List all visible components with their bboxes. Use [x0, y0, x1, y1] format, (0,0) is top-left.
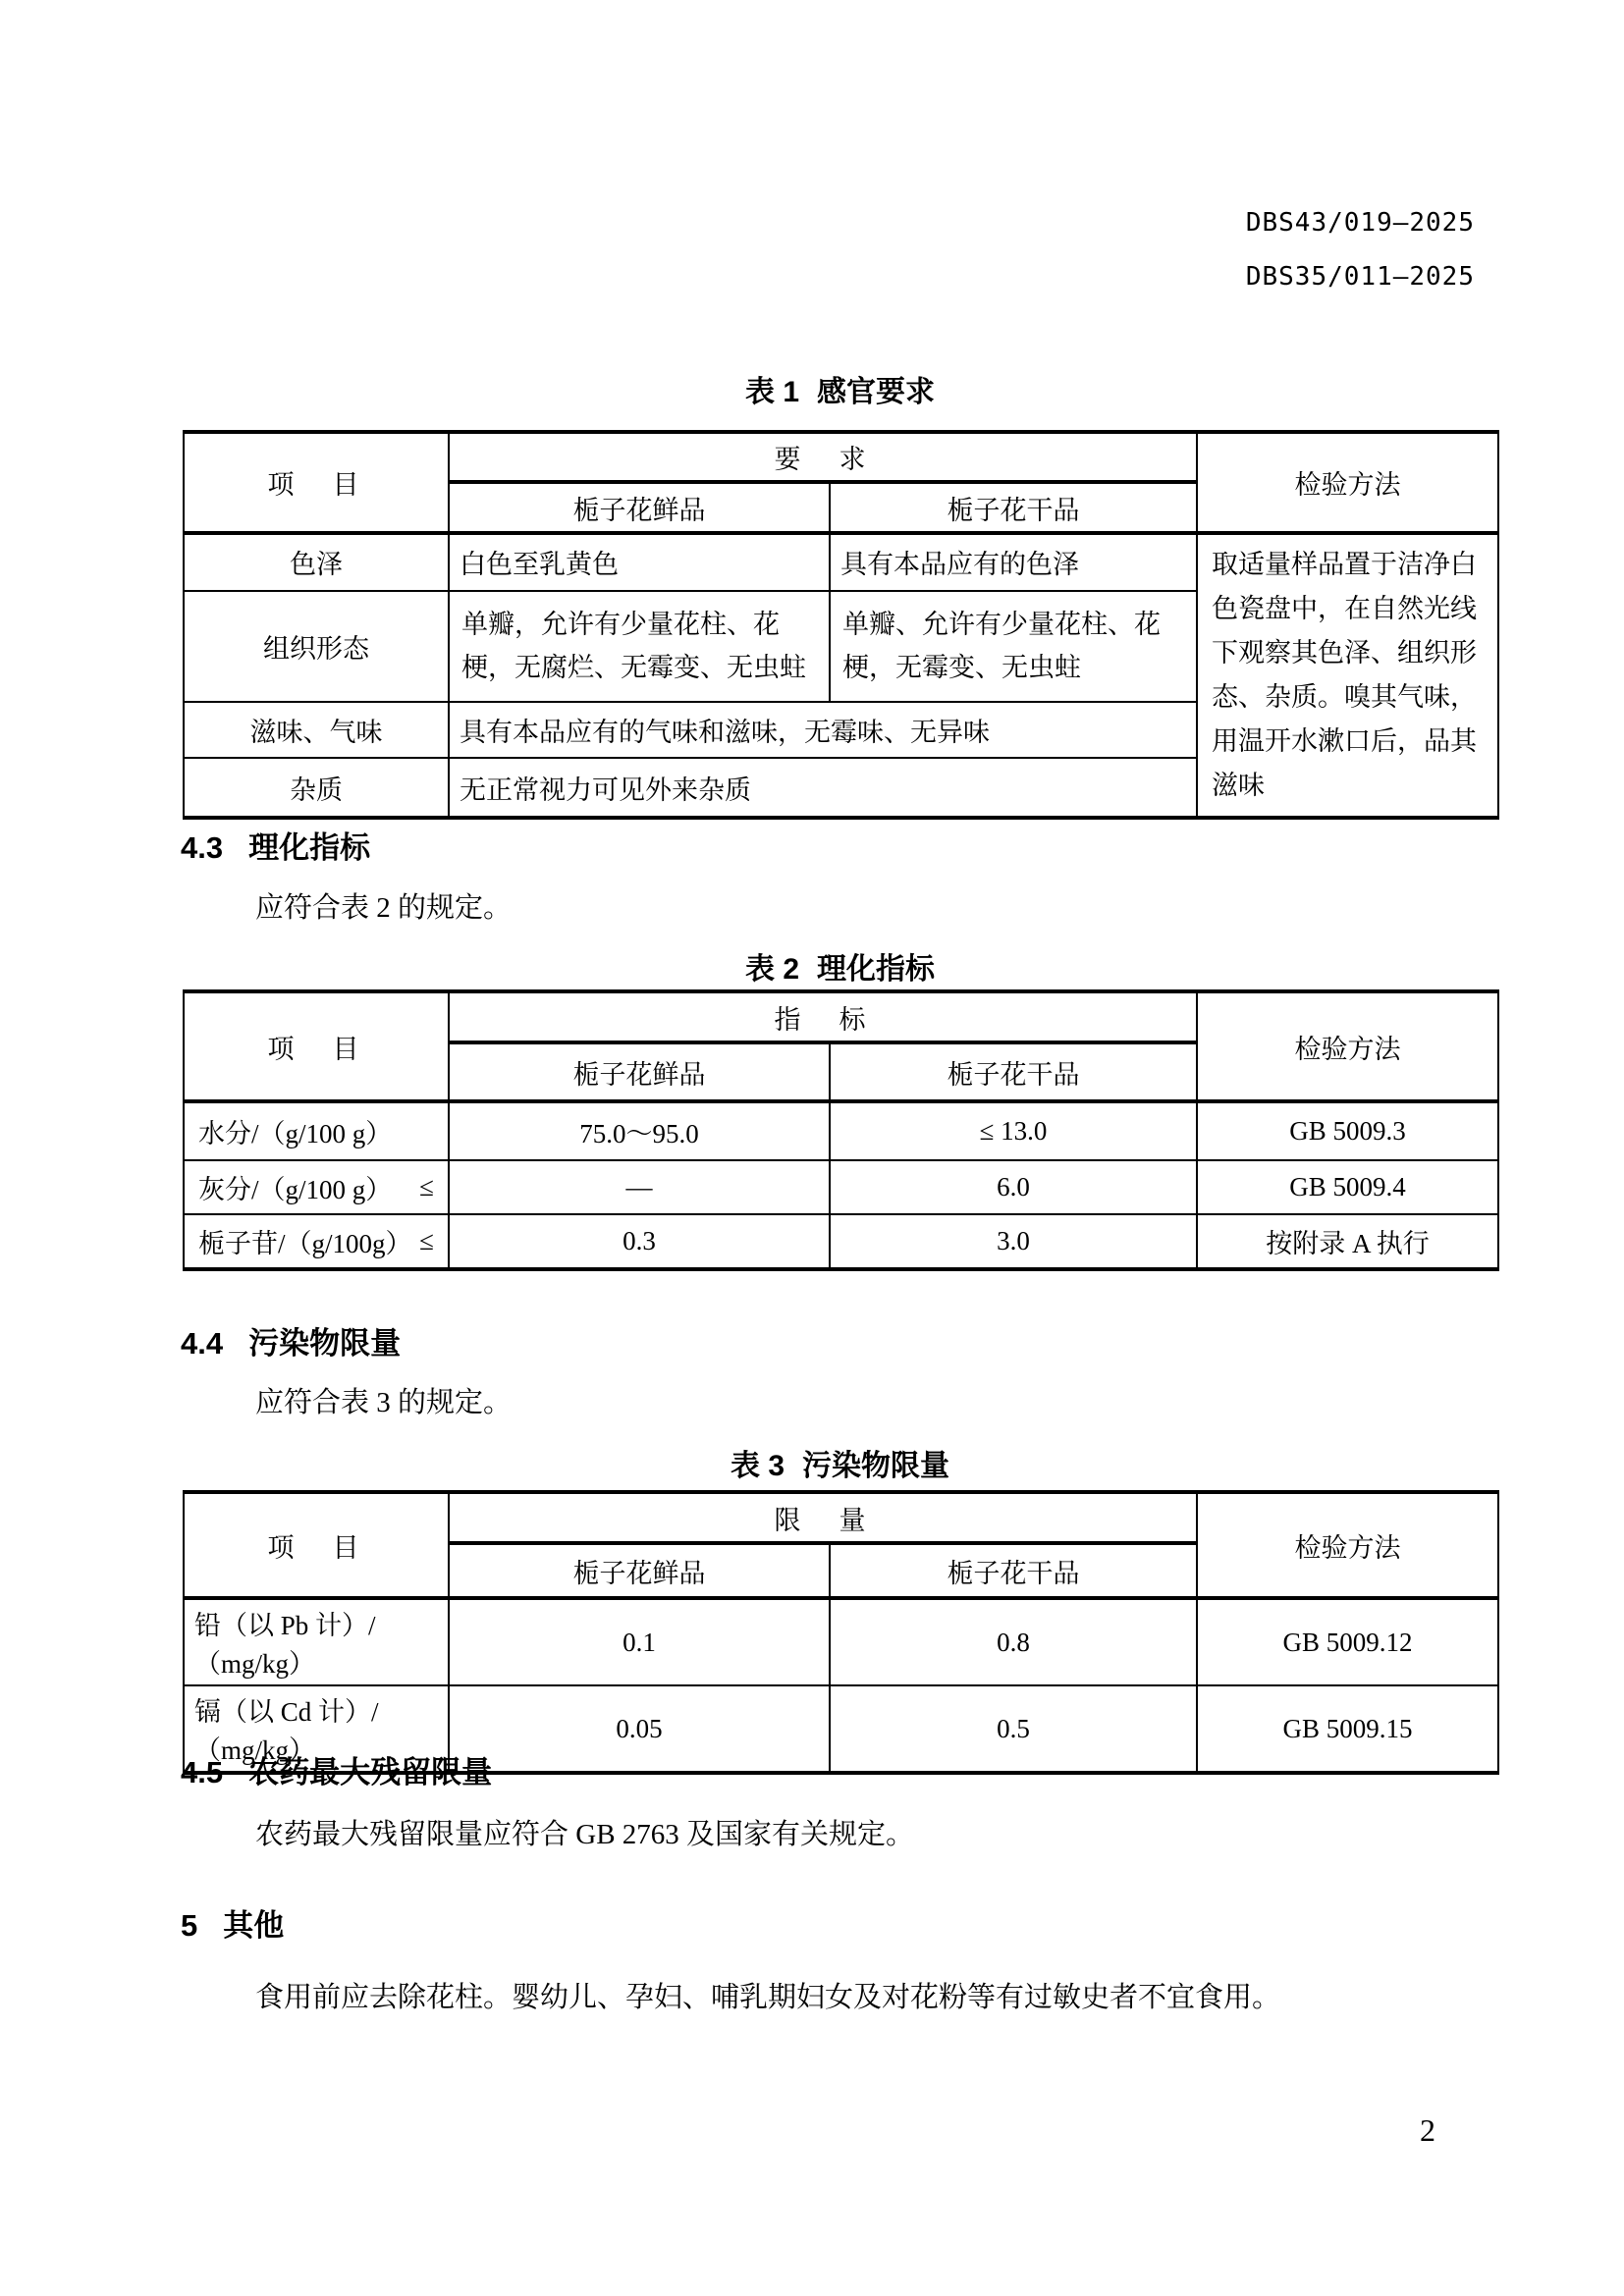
table1-header-item: 项 目 — [184, 432, 449, 533]
table3-row1-fresh: 0.05 — [449, 1685, 830, 1773]
table2-row1-fresh: — — [449, 1160, 830, 1214]
table2-row0-label: 水分/（g/100 g） — [198, 1119, 393, 1148]
table2-row1-method: GB 5009.4 — [1197, 1160, 1498, 1214]
table1-row2-span: 具有本品应有的气味和滋味，无霉味、无异味 — [449, 702, 1197, 759]
table1-row0-item: 色泽 — [184, 533, 449, 591]
section-4-3-paragraph: 应符合表 2 的规定。 — [255, 892, 513, 924]
table2-row0-dry: ≤ 13.0 — [830, 1101, 1197, 1160]
table2-header-item: 项 目 — [184, 991, 449, 1101]
table-row — [184, 1160, 1498, 1214]
section-4-4-paragraph: 应符合表 3 的规定。 — [255, 1387, 513, 1418]
section-4-5-heading — [181, 1747, 492, 1791]
section-title: 农药最大残留限量 — [248, 1755, 493, 1789]
table1-header-method: 检验方法 — [1197, 432, 1498, 533]
section-number: 4.4 — [181, 1326, 224, 1361]
section-title: 理化指标 — [248, 830, 371, 865]
table3-title-text: 污染物限量 — [802, 1450, 950, 1482]
table2-header-fresh: 栀子花鲜品 — [449, 1042, 830, 1101]
section-number: 4.5 — [181, 1755, 224, 1789]
table2-header-indicator: 指 标 — [449, 991, 1197, 1042]
table2-row2-dry: 3.0 — [830, 1214, 1197, 1269]
table2-title-text: 理化指标 — [817, 953, 936, 986]
table1-header-dry: 栀子花干品 — [830, 482, 1197, 533]
table3-header-fresh: 栀子花鲜品 — [449, 1543, 830, 1598]
table3-row0-label: 铅（以 Pb 计）/（mg/kg） — [184, 1598, 449, 1685]
table3-header-item: 项 目 — [184, 1492, 449, 1598]
section-title: 其他 — [223, 1908, 285, 1943]
table1-title — [183, 367, 1497, 410]
table-row — [184, 533, 1498, 591]
table1-method-cell: 取适量样品置于洁净白色瓷盘中，在自然光线下观察其色泽、组织形态、杂质。嗅其气味，用温开水漱口后，品其滋味 — [1197, 533, 1498, 818]
standard-code-primary: DBS43/019—2025 — [1245, 208, 1475, 238]
standard-codes — [1246, 196, 1475, 304]
table2-header-dry: 栀子花干品 — [830, 1042, 1197, 1101]
table2-row2-method: 按附录 A 执行 — [1197, 1214, 1498, 1269]
table1-row0-fresh: 白色至乳黄色 — [449, 533, 830, 591]
table2-row1-dry: 6.0 — [830, 1160, 1197, 1214]
table2-title-number: 表 2 — [744, 953, 800, 986]
table1-title-text: 感官要求 — [817, 376, 936, 408]
table2-row0-method: GB 5009.3 — [1197, 1101, 1498, 1160]
table1-row1-item: 组织形态 — [184, 591, 449, 702]
table2-row0-fresh: 75.0～95.0 — [449, 1101, 830, 1160]
table1-row0-dry: 具有本品应有的色泽 — [830, 533, 1197, 591]
table3-row1-dry: 0.5 — [830, 1685, 1197, 1773]
section-number: 5 — [181, 1908, 198, 1943]
table1-row3-item: 杂质 — [184, 758, 449, 818]
table3-row1-label: 镉（以 Cd 计）/（mg/kg） — [184, 1685, 449, 1773]
table2-title — [183, 944, 1497, 988]
section-4-3-heading — [181, 823, 370, 867]
table2-row2-label: 栀子苷/（g/100g） — [198, 1229, 412, 1258]
table1-row3-span: 无正常视力可见外来杂质 — [449, 758, 1197, 818]
table3-title — [183, 1441, 1497, 1484]
table3-header-limit: 限 量 — [449, 1492, 1197, 1543]
table-row — [184, 1101, 1498, 1160]
section-5-paragraph: 食用前应去除花柱。婴幼儿、孕妇、哺乳期妇女及对花粉等有过敏史者不宜食用。 — [255, 1982, 1281, 2013]
table3-row0-dry: 0.8 — [830, 1598, 1197, 1685]
table1-row1-fresh: 单瓣，允许有少量花柱、花梗，无腐烂、无霉变、无虫蛀 — [449, 591, 830, 702]
standard-code-secondary: DBS35/011—2025 — [1245, 262, 1475, 292]
table2-row1-operator: ≤ — [419, 1172, 434, 1201]
table3-title-number: 表 3 — [730, 1450, 785, 1482]
table2-row1-label: 灰分/（g/100 g） — [198, 1175, 393, 1204]
table1-row1-dry: 单瓣、允许有少量花柱、花梗，无霉变、无虫蛀 — [830, 591, 1197, 702]
table1-header-fresh: 栀子花鲜品 — [449, 482, 830, 533]
table3-contaminant-limits — [183, 1490, 1499, 1775]
table1-row2-item: 滋味、气味 — [184, 702, 449, 759]
table3-row0-fresh: 0.1 — [449, 1598, 830, 1685]
table1-sensory-requirements — [183, 430, 1499, 820]
section-title: 污染物限量 — [248, 1326, 402, 1361]
table2-physicochemical-indicators — [183, 989, 1499, 1271]
table2-row2-fresh: 0.3 — [449, 1214, 830, 1269]
section-4-4-heading — [181, 1318, 401, 1362]
section-5-heading — [181, 1900, 284, 1945]
table-row — [184, 1214, 1498, 1269]
table3-header-method: 检验方法 — [1197, 1492, 1498, 1598]
table2-header-method: 检验方法 — [1197, 991, 1498, 1101]
page-number: 2 — [1420, 2112, 1435, 2148]
table1-title-number: 表 1 — [744, 376, 800, 408]
table3-header-dry: 栀子花干品 — [830, 1543, 1197, 1598]
table-row — [184, 1598, 1498, 1685]
table3-row1-method: GB 5009.15 — [1197, 1685, 1498, 1773]
table1-header-requirement: 要 求 — [449, 432, 1197, 482]
section-number: 4.3 — [181, 830, 224, 865]
table2-row2-operator: ≤ — [419, 1226, 434, 1255]
table3-row0-method: GB 5009.12 — [1197, 1598, 1498, 1685]
section-4-5-paragraph: 农药最大残留限量应符合 GB 2763 及国家有关规定。 — [255, 1819, 915, 1850]
